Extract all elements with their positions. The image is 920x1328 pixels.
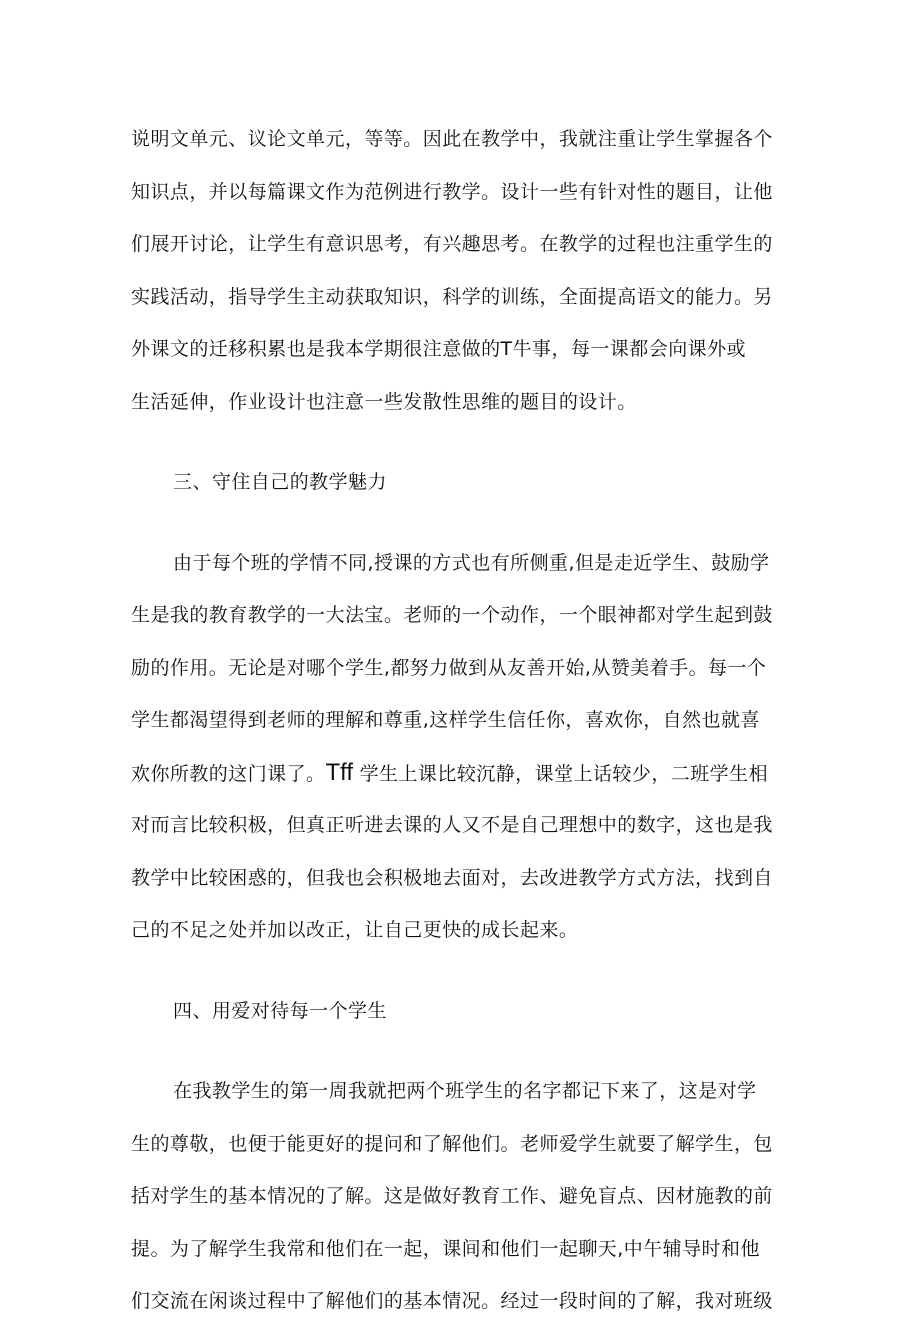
paragraph-3-line-1: 在我教学生的第一周我就把两个班学生的名字都记下来了，这是对学 xyxy=(173,1080,757,1102)
paragraph-2-line-4: 学生都渴望得到老师的理解和尊重,这样学生信任你，喜欢你，自然也就喜 xyxy=(131,709,760,731)
paragraph-gap xyxy=(131,1037,793,1065)
paragraph-3-line-5: 们交流在闲谈过程中了解他们的基本情况。经过一段时间的了解，我对班级 xyxy=(131,1290,773,1312)
paragraph-1 xyxy=(131,113,793,428)
paragraph-1-line-5: 外课文的迁移积累也是我本学期很注意做的T牛事，每一课都会向课外或 xyxy=(131,338,747,360)
paragraph-gap xyxy=(131,957,793,985)
paragraph-3 xyxy=(131,1065,793,1328)
paragraph-2-line-5-after: 学生上课比较沉静，课堂上话较少，二班学生相 xyxy=(359,762,769,785)
paragraph-2-line-5-tff: Tff xyxy=(325,758,354,786)
paragraph-2-line-5 xyxy=(131,747,793,800)
paragraph-2-line-3: 励的作用。无论是对哪个学生,都努力做到从友善开始,从赞美着手。每一个 xyxy=(131,656,767,679)
paragraph-3-line-2: 生的尊敬，也便于能更好的提问和了解他们。老师爱学生就要了解学生，包 xyxy=(131,1132,773,1155)
paragraph-2-line-6: 对而言比较积极，但真正听进去课的人又不是自己理想中的数字，这也是我 xyxy=(131,814,773,836)
paragraph-gap xyxy=(131,428,793,456)
paragraph-1-line-4: 实践活动，指导学生主动获取知识，科学的训练，全面提高语文的能力。另 xyxy=(131,285,773,308)
paragraph-2-line-5-before: 欢你所教的这门课了。 xyxy=(131,762,326,785)
document-body xyxy=(131,113,793,1328)
paragraph-2-line-1: 由于每个班的学情不同,授课的方式也有所侧重,但是走近学生、鼓励学 xyxy=(173,551,770,574)
paragraph-2-line-2: 生是我的教育教学的一大法宝。老师的一个动作，一个眼神都对学生起到鼓 xyxy=(131,604,773,626)
paragraph-2-line-8: 己的不足之处并加以改正，让自己更快的成长起来。 xyxy=(131,919,579,941)
paragraph-2-line-7: 教学中比较困惑的，但我也会积极地去面对，去改进教学方式方法，找到自 xyxy=(131,866,773,889)
paragraph-3-line-4: 提。为了解学生我常和他们在一起，课间和他们一起聊天,中午辅导时和他 xyxy=(131,1237,760,1260)
paragraph-2 xyxy=(131,537,793,957)
section-heading-4: 四、用爱对待每一个学生 xyxy=(173,999,387,1022)
paragraph-1-line-3: 们展开讨论，让学生有意识思考，有兴趣思考。在教学的过程也注重学生的 xyxy=(131,233,773,255)
paragraph-1-line-1: 说明文单元、议论文单元，等等。因此在教学中，我就注重让学生掌握各个 xyxy=(131,128,773,150)
paragraph-3-line-3: 括对学生的基本情况的了解。这是做好教育工作、避免盲点、因材施教的前 xyxy=(131,1185,773,1207)
paragraph-1-line-6: 生活延伸，作业设计也注意一些发散性思维的题目的设计。 xyxy=(131,390,637,413)
section-heading-3: 三、守住自己的教学魅力 xyxy=(173,471,387,493)
paragraph-gap xyxy=(131,509,793,537)
paragraph-1-line-2: 知识点，并以每篇课文作为范例进行教学。设计一些有针对性的题目，让他 xyxy=(131,180,773,203)
